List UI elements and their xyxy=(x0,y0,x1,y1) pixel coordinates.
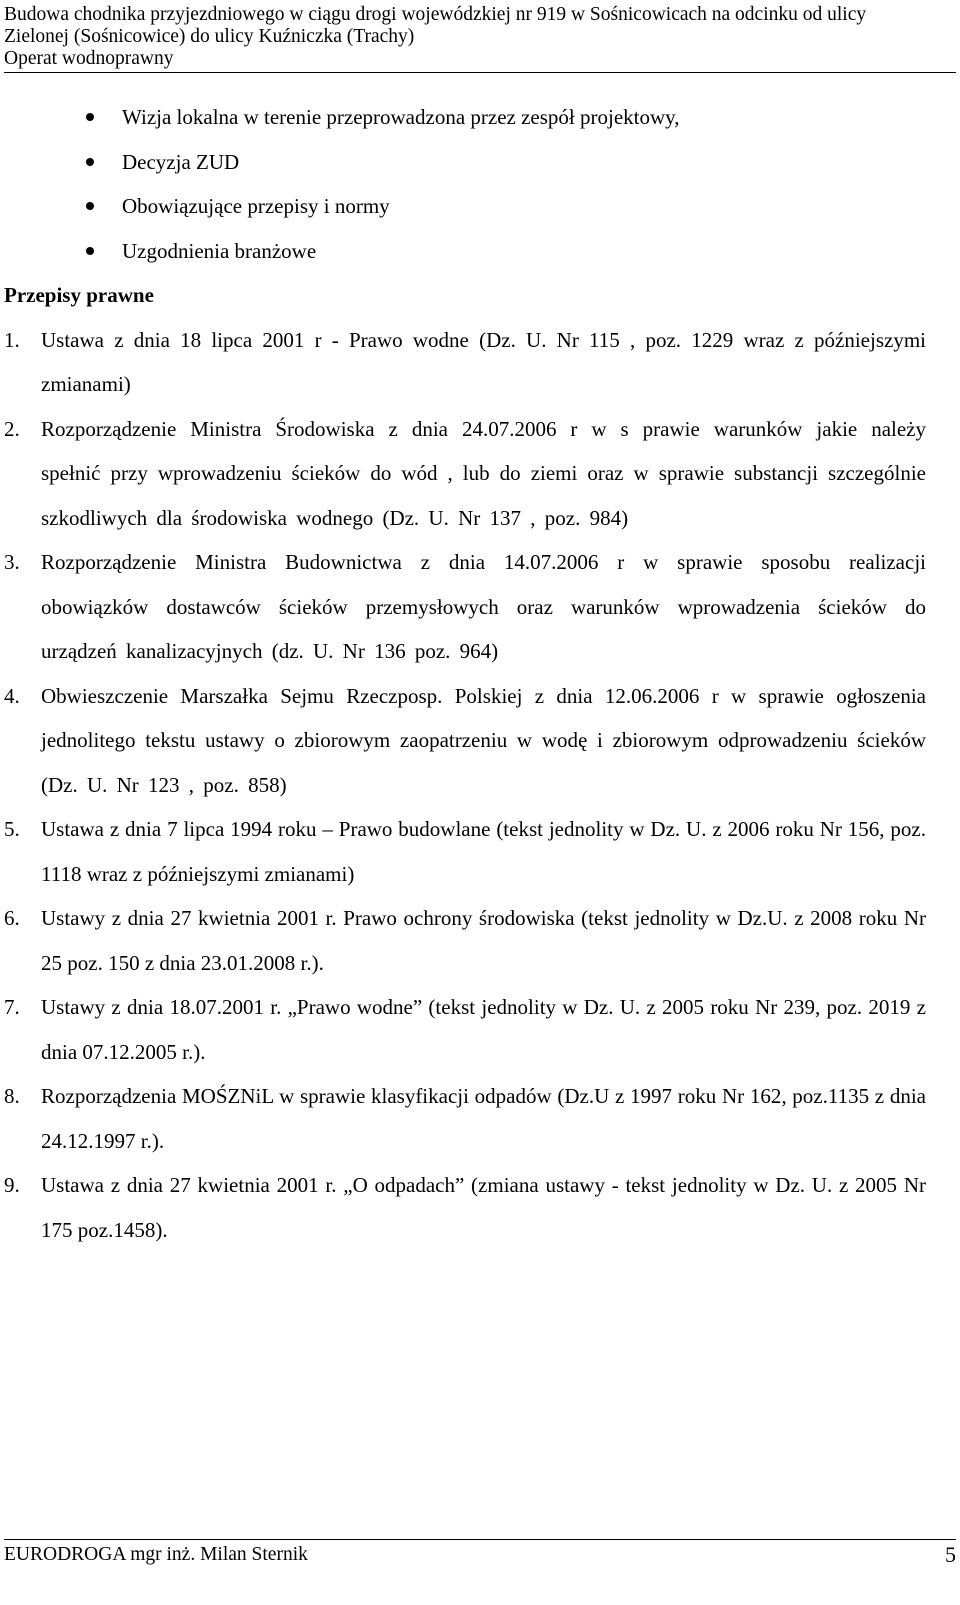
bullet-text: Uzgodnienia branżowe xyxy=(122,238,317,263)
bullet-item xyxy=(4,95,926,140)
item-text: Obwieszczenie Marszałka Sejmu Rzeczposp. Polskiej z dnia 12.06.2006 r w sprawie ogłoszenia jednolitego tekstu ustawy o zbiorowym zaopatrzeniu w wodę i zbiorowym odprowadzeniu ścieków (Dz. U. Nr 123 , poz. 858) xyxy=(41,683,926,797)
item-number: 1. xyxy=(4,327,20,352)
item-text: Ustawa z dnia 27 kwietnia 2001 r. „O odpadach” (zmiana ustawy - tekst jednolity w Dz. U. z 2005 Nr 175 poz.1458). xyxy=(41,1173,926,1242)
legal-act-item xyxy=(4,318,926,407)
bullet-icon xyxy=(86,247,94,255)
item-number: 6. xyxy=(4,906,20,930)
bullet-icon xyxy=(86,113,94,121)
bullet-item xyxy=(4,184,926,229)
footer-author: EURODROGA mgr inż. Milan Sternik xyxy=(4,1544,308,1565)
bullet-item xyxy=(4,229,926,274)
legal-act-item xyxy=(4,674,926,808)
legal-acts-list xyxy=(4,318,926,1253)
item-number: 7. xyxy=(4,995,20,1019)
bullet-text: Wizja lokalna w terenie przeprowadzona przez zespół projektowy, xyxy=(122,105,680,129)
item-text: Rozporządzenie Ministra Środowiska z dnia 24.07.2006 r w s prawie warunków jakie należy spełnić przy wprowadzeniu ścieków do wód , lub do ziemi oraz w sprawie substancji szczególnie szkodliwych dla środowiska wodnego (Dz. U. Nr 137 , poz. 984) xyxy=(41,416,926,530)
item-text: Ustawy z dnia 27 kwietnia 2001 r. Prawo ochrony środowiska (tekst jednolity w Dz.U. z 2008 roku Nr 25 poz. 150 z dnia 23.01.2008 r.). xyxy=(41,906,926,975)
bullet-text: Decyzja ZUD xyxy=(122,149,240,174)
document-body xyxy=(4,95,926,1252)
item-number: 8. xyxy=(4,1084,20,1108)
item-number: 4. xyxy=(4,683,20,708)
bullet-item xyxy=(4,140,926,185)
header-title-line-2: Zielonej (Sośnicowice) do ulicy Kuźniczka (Trachy) xyxy=(4,26,415,47)
bullet-icon xyxy=(86,202,94,210)
legal-act-item xyxy=(4,407,926,541)
item-text: Rozporządzenie Ministra Budownictwa z dnia 14.07.2006 r w sprawie sposobu realizacji obowiązków dostawców ścieków przemysłowych oraz warunków wprowadzenia ścieków do urządzeń kanalizacyjnych (dz. U. Nr 136 poz. 964) xyxy=(41,550,926,663)
header-title-line-1: Budowa chodnika przyjezdniowego w ciągu drogi wojewódzkiej nr 919 w Sośnicowicach na odcinku od ulicy xyxy=(4,4,867,25)
header-divider xyxy=(4,72,956,73)
item-text: Ustawa z dnia 7 lipca 1994 roku – Prawo budowlane (tekst jednolity w Dz. U. z 2006 roku Nr 156, poz. 1118 wraz z późniejszymi zmianami) xyxy=(41,817,926,886)
page-footer xyxy=(4,1540,956,1570)
legal-act-item xyxy=(4,807,926,896)
bullet-icon xyxy=(86,158,94,166)
legal-act-item xyxy=(4,896,926,985)
legal-act-item xyxy=(4,1074,926,1163)
item-number: 5. xyxy=(4,817,20,841)
item-number: 2. xyxy=(4,416,20,441)
item-number: 3. xyxy=(4,550,20,574)
bullet-list xyxy=(4,95,926,273)
page-number: 5 xyxy=(945,1542,956,1567)
legal-act-item xyxy=(4,985,926,1074)
item-text: Rozporządzenia MOŚZNiL w sprawie klasyfikacji odpadów (Dz.U z 1997 roku Nr 162, poz.1135 z dnia 24.12.1997 r.). xyxy=(41,1084,926,1153)
page-header xyxy=(4,4,956,70)
legal-act-item xyxy=(4,540,926,674)
section-heading: Przepisy prawne xyxy=(4,283,154,307)
bullet-text: Obowiązujące przepisy i normy xyxy=(122,194,390,218)
item-text: Ustawa z dnia 18 lipca 2001 r - Prawo wodne (Dz. U. Nr 115 , poz. 1229 wraz z późniejszymi zmianami) xyxy=(41,327,926,396)
legal-act-item xyxy=(4,1163,926,1252)
item-text: Ustawy z dnia 18.07.2001 r. „Prawo wodne” (tekst jednolity w Dz. U. z 2005 roku Nr 239, poz. 2019 z dnia 07.12.2005 r.). xyxy=(41,995,926,1064)
item-number: 9. xyxy=(4,1173,20,1197)
header-document-type: Operat wodnoprawny xyxy=(4,48,174,69)
